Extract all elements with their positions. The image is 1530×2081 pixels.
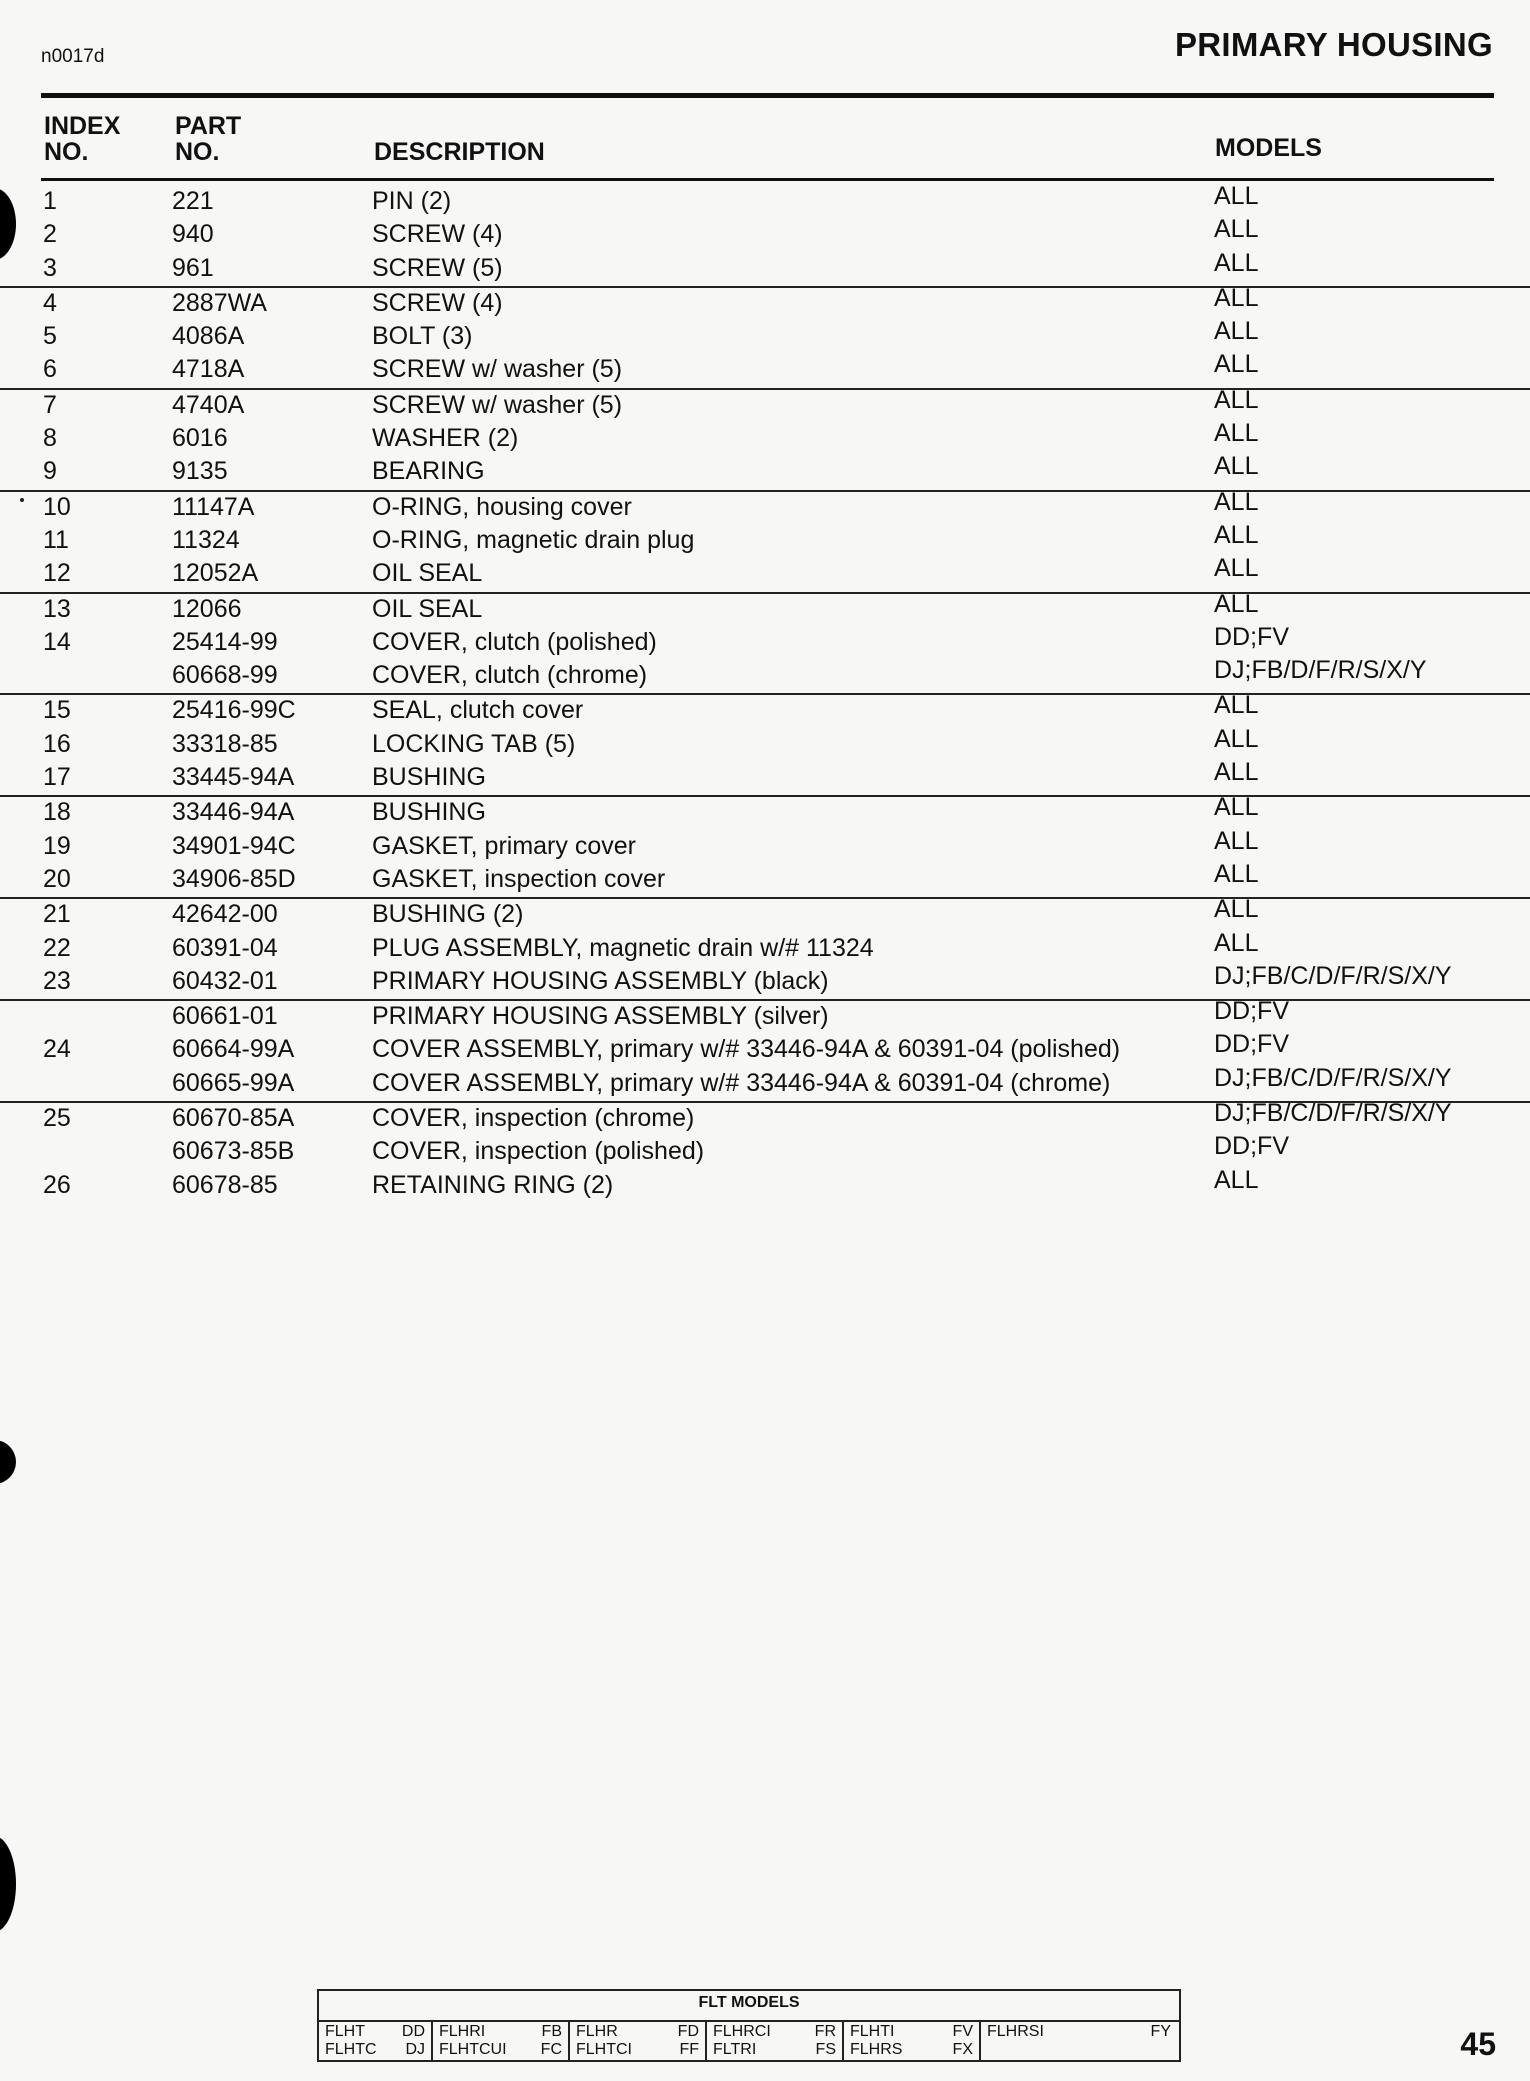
legend-cell — [707, 2022, 844, 2060]
models-cell: ALL — [1214, 691, 1259, 720]
description-cell: OIL SEAL — [372, 594, 483, 623]
legend-title: FLT MODELS — [698, 1994, 800, 2011]
table-row — [0, 795, 1530, 830]
table-row — [0, 622, 1530, 660]
legend-model-bottom: FLHTCI — [576, 2041, 632, 2058]
description-cell: COVER, clutch (chrome) — [372, 661, 648, 690]
header-index-line2: NO. — [44, 138, 89, 166]
part-number-cell: 11147A — [172, 492, 255, 521]
models-cell: ALL — [1214, 859, 1259, 888]
legend-model-top: FLHT — [325, 2023, 365, 2040]
part-number-cell: 34906-85D — [172, 864, 296, 893]
part-number-cell: 221 — [172, 187, 214, 215]
models-cell: ALL — [1214, 487, 1259, 516]
models-cell: DJ;FB/D/F/R/S/X/Y — [1214, 656, 1427, 685]
part-number-cell: 34901-94C — [172, 831, 296, 860]
table-row — [0, 1132, 1530, 1169]
models-cell: ALL — [1214, 215, 1259, 244]
header-part-line1: PART — [175, 112, 242, 140]
part-number-cell: 60678-85 — [172, 1170, 278, 1199]
table-row — [0, 1030, 1530, 1067]
description-cell: PRIMARY HOUSING ASSEMBLY (black) — [372, 966, 829, 995]
index-cell: 8 — [43, 424, 57, 453]
part-number-cell: 33445-94A — [172, 763, 295, 792]
part-number-cell: 4740A — [172, 390, 245, 419]
models-cell: ALL — [1214, 520, 1259, 549]
part-number-cell: 25414-99 — [172, 627, 278, 656]
top-rule — [41, 93, 1494, 98]
index-cell: 25 — [43, 1104, 71, 1133]
description-cell: COVER, inspection (chrome) — [372, 1104, 695, 1133]
description-cell: LOCKING TAB (5) — [372, 729, 576, 758]
index-cell: 17 — [43, 763, 71, 792]
legend-code-bottom: FX — [952, 2041, 973, 2058]
index-cell: 7 — [43, 390, 57, 419]
page-title: PRIMARY HOUSING — [1174, 26, 1493, 63]
part-number-cell: 4718A — [172, 355, 245, 384]
header-index-line1: INDEX — [44, 112, 121, 140]
index-cell: 15 — [43, 696, 71, 725]
description-cell: BEARING — [372, 457, 485, 486]
models-cell: DD;FV — [1214, 997, 1289, 1026]
binder-hole-bottom — [0, 1836, 16, 1932]
models-cell: ALL — [1214, 724, 1259, 753]
index-cell: 22 — [43, 933, 71, 962]
index-cell: 19 — [43, 831, 71, 860]
models-cell: ALL — [1214, 385, 1259, 414]
description-cell: O-RING, housing cover — [372, 492, 632, 521]
header-index — [44, 113, 120, 165]
models-cell: DD;FV — [1214, 1030, 1289, 1059]
table-row — [0, 283, 1530, 321]
models-cell: ALL — [1214, 283, 1259, 312]
legend-code-bottom: DJ — [405, 2041, 425, 2058]
legend-code-top: FV — [952, 2023, 973, 2040]
legend-model-top: FLHRSI — [987, 2023, 1044, 2040]
table-row — [0, 758, 1530, 795]
part-number-cell: 60391-04 — [172, 933, 278, 962]
legend-model-top: FLHRCI — [713, 2023, 771, 2040]
description-cell: BOLT (3) — [372, 322, 473, 351]
part-number-cell: 60664-99A — [172, 1035, 295, 1064]
table-row — [0, 215, 1530, 252]
legend-model-bottom: FLHRS — [850, 2041, 903, 2058]
index-cell: 13 — [43, 594, 71, 623]
models-cell: ALL — [1214, 589, 1259, 618]
header-part — [175, 113, 241, 165]
models-cell: ALL — [1214, 793, 1259, 822]
index-cell: 4 — [43, 288, 57, 317]
part-number-cell: 9135 — [172, 457, 228, 486]
table-row — [0, 182, 1530, 219]
models-cell: ALL — [1214, 895, 1259, 924]
part-number-cell: 60661-01 — [172, 1002, 278, 1031]
index-cell: 10 — [43, 492, 71, 521]
part-number-cell: 25416-99C — [172, 696, 296, 725]
models-cell: DD;FV — [1214, 622, 1289, 651]
description-cell: BUSHING — [372, 763, 486, 792]
description-cell: O-RING, magnetic drain plug — [372, 525, 695, 554]
legend-code-top: FB — [541, 2023, 562, 2040]
part-number-cell: 33318-85 — [172, 729, 278, 758]
legend-model-bottom: FLHTCUI — [439, 2041, 507, 2058]
index-cell: 1 — [43, 187, 57, 215]
index-cell: 12 — [43, 559, 71, 588]
table-row — [0, 1063, 1530, 1101]
part-number-cell: 12066 — [172, 594, 242, 623]
table-row — [0, 1165, 1530, 1203]
description-cell: BUSHING (2) — [372, 900, 524, 929]
index-cell: 20 — [43, 864, 71, 893]
table-row — [0, 999, 1530, 1034]
models-cell: ALL — [1214, 182, 1259, 210]
models-cell: ALL — [1214, 452, 1259, 481]
description-cell: SCREW w/ washer (5) — [372, 390, 623, 419]
part-number-cell: 12052A — [172, 559, 259, 588]
flt-models-legend — [317, 1989, 1181, 2062]
table-row — [0, 554, 1530, 591]
header-description: DESCRIPTION — [374, 138, 545, 166]
description-cell: SEAL, clutch cover — [372, 696, 584, 725]
index-cell: 2 — [43, 220, 57, 249]
table-row — [0, 859, 1530, 897]
description-cell: COVER, inspection (polished) — [372, 1137, 705, 1166]
table-row — [0, 897, 1530, 932]
models-cell: ALL — [1214, 826, 1259, 855]
models-cell: DJ;FB/C/D/F/R/S/X/Y — [1214, 1063, 1452, 1092]
document-id: n0017d — [41, 46, 105, 67]
legend-cell — [981, 2022, 1177, 2060]
legend-code-bottom: FS — [815, 2041, 836, 2058]
models-cell: ALL — [1214, 1165, 1259, 1194]
description-cell: BUSHING — [372, 798, 486, 827]
index-cell: 14 — [43, 627, 71, 656]
description-cell: GASKET, primary cover — [372, 831, 636, 860]
models-cell: DD;FV — [1214, 1132, 1289, 1161]
description-cell: GASKET, inspection cover — [372, 864, 666, 893]
header-models: MODELS — [1215, 134, 1322, 162]
table-row — [0, 520, 1530, 558]
index-cell: 21 — [43, 900, 71, 929]
part-number-cell: 961 — [172, 253, 214, 282]
table-row — [0, 419, 1530, 456]
description-cell: COVER ASSEMBLY, primary w/# 33446-94A & 60391-04 (polished) — [372, 1035, 1121, 1064]
binder-hole-middle — [0, 1440, 16, 1484]
legend-cell — [433, 2022, 570, 2060]
description-cell: RETAINING RING (2) — [372, 1170, 614, 1199]
part-number-cell: 60665-99A — [172, 1068, 295, 1097]
description-cell: SCREW (4) — [372, 288, 503, 317]
legend-model-top: FLHTI — [850, 2023, 895, 2040]
description-cell: PLUG ASSEMBLY, magnetic drain w/# 11324 — [372, 933, 874, 962]
legend-code-top: FY — [1150, 2023, 1171, 2040]
header-part-line2: NO. — [175, 138, 220, 166]
legend-code-top: FD — [677, 2023, 699, 2040]
part-number-cell: 2887WA — [172, 288, 267, 317]
index-cell: 26 — [43, 1170, 71, 1199]
index-cell: 11 — [43, 525, 69, 554]
table-row — [0, 317, 1530, 354]
part-number-cell: 6016 — [172, 424, 228, 453]
legend-code-bottom: FF — [679, 2041, 699, 2058]
part-number-cell: 60668-99 — [172, 661, 278, 690]
description-cell: WASHER (2) — [372, 424, 519, 453]
legend-model-bottom: FLHTC — [325, 2041, 377, 2058]
description-cell: SCREW (4) — [372, 220, 503, 249]
models-cell: DJ;FB/C/D/F/R/S/X/Y — [1214, 1099, 1452, 1128]
part-number-cell: 4086A — [172, 322, 245, 351]
table-row — [0, 350, 1530, 387]
header-rule — [41, 178, 1494, 181]
table-row — [0, 656, 1530, 693]
table-row — [0, 1101, 1530, 1136]
index-cell: 3 — [43, 253, 57, 282]
table-row — [0, 248, 1530, 286]
description-cell: OIL SEAL — [372, 559, 483, 588]
description-cell: SCREW (5) — [372, 253, 503, 282]
description-cell: PIN (2) — [372, 187, 452, 215]
table-row — [0, 928, 1530, 966]
description-cell: COVER ASSEMBLY, primary w/# 33446-94A & 60391-04 (chrome) — [372, 1068, 1111, 1097]
table-row — [0, 724, 1530, 762]
part-number-cell: 33446-94A — [172, 798, 295, 827]
legend-code-top: DD — [401, 2023, 425, 2040]
index-cell: 9 — [43, 457, 57, 486]
models-cell: DJ;FB/C/D/F/R/S/X/Y — [1214, 961, 1452, 990]
table-row — [0, 385, 1530, 423]
page-number: 45 — [1460, 2026, 1496, 2062]
table-row — [0, 589, 1530, 627]
models-cell: ALL — [1214, 419, 1259, 448]
index-cell: 23 — [43, 966, 71, 995]
legend-code-top: FR — [814, 2023, 836, 2040]
part-number-cell: 42642-00 — [172, 900, 278, 929]
models-cell: ALL — [1214, 928, 1259, 957]
part-number-cell: 940 — [172, 220, 214, 249]
part-number-cell: 60670-85A — [172, 1104, 295, 1133]
legend-cell — [319, 2022, 433, 2060]
table-row — [0, 826, 1530, 864]
table-row — [0, 961, 1530, 999]
models-cell: ALL — [1214, 350, 1259, 379]
table-row — [0, 693, 1530, 728]
part-number-cell: 60432-01 — [172, 966, 278, 995]
table-row — [0, 487, 1530, 525]
index-cell: 6 — [43, 355, 57, 384]
legend-model-bottom: FLTRI — [713, 2041, 757, 2058]
legend-model-top: FLHRI — [439, 2023, 486, 2040]
index-cell: 18 — [43, 798, 71, 827]
description-cell: SCREW w/ washer (5) — [372, 355, 623, 384]
legend-cell — [844, 2022, 981, 2060]
part-number-cell: 11324 — [172, 525, 240, 554]
models-cell: ALL — [1214, 317, 1259, 346]
description-cell: PRIMARY HOUSING ASSEMBLY (silver) — [372, 1002, 829, 1031]
parts-table-body — [0, 182, 1530, 1203]
description-cell: COVER, clutch (polished) — [372, 627, 657, 656]
index-cell: 24 — [43, 1035, 71, 1064]
models-cell: ALL — [1214, 554, 1259, 583]
models-cell: ALL — [1214, 758, 1259, 787]
index-cell: 5 — [43, 322, 57, 351]
legend-code-bottom: FC — [540, 2041, 562, 2058]
legend-model-top: FLHR — [576, 2023, 618, 2040]
legend-cell — [570, 2022, 707, 2060]
table-row — [0, 452, 1530, 489]
models-cell: ALL — [1214, 248, 1259, 277]
index-cell: 16 — [43, 729, 71, 758]
part-number-cell: 60673-85B — [172, 1137, 295, 1166]
